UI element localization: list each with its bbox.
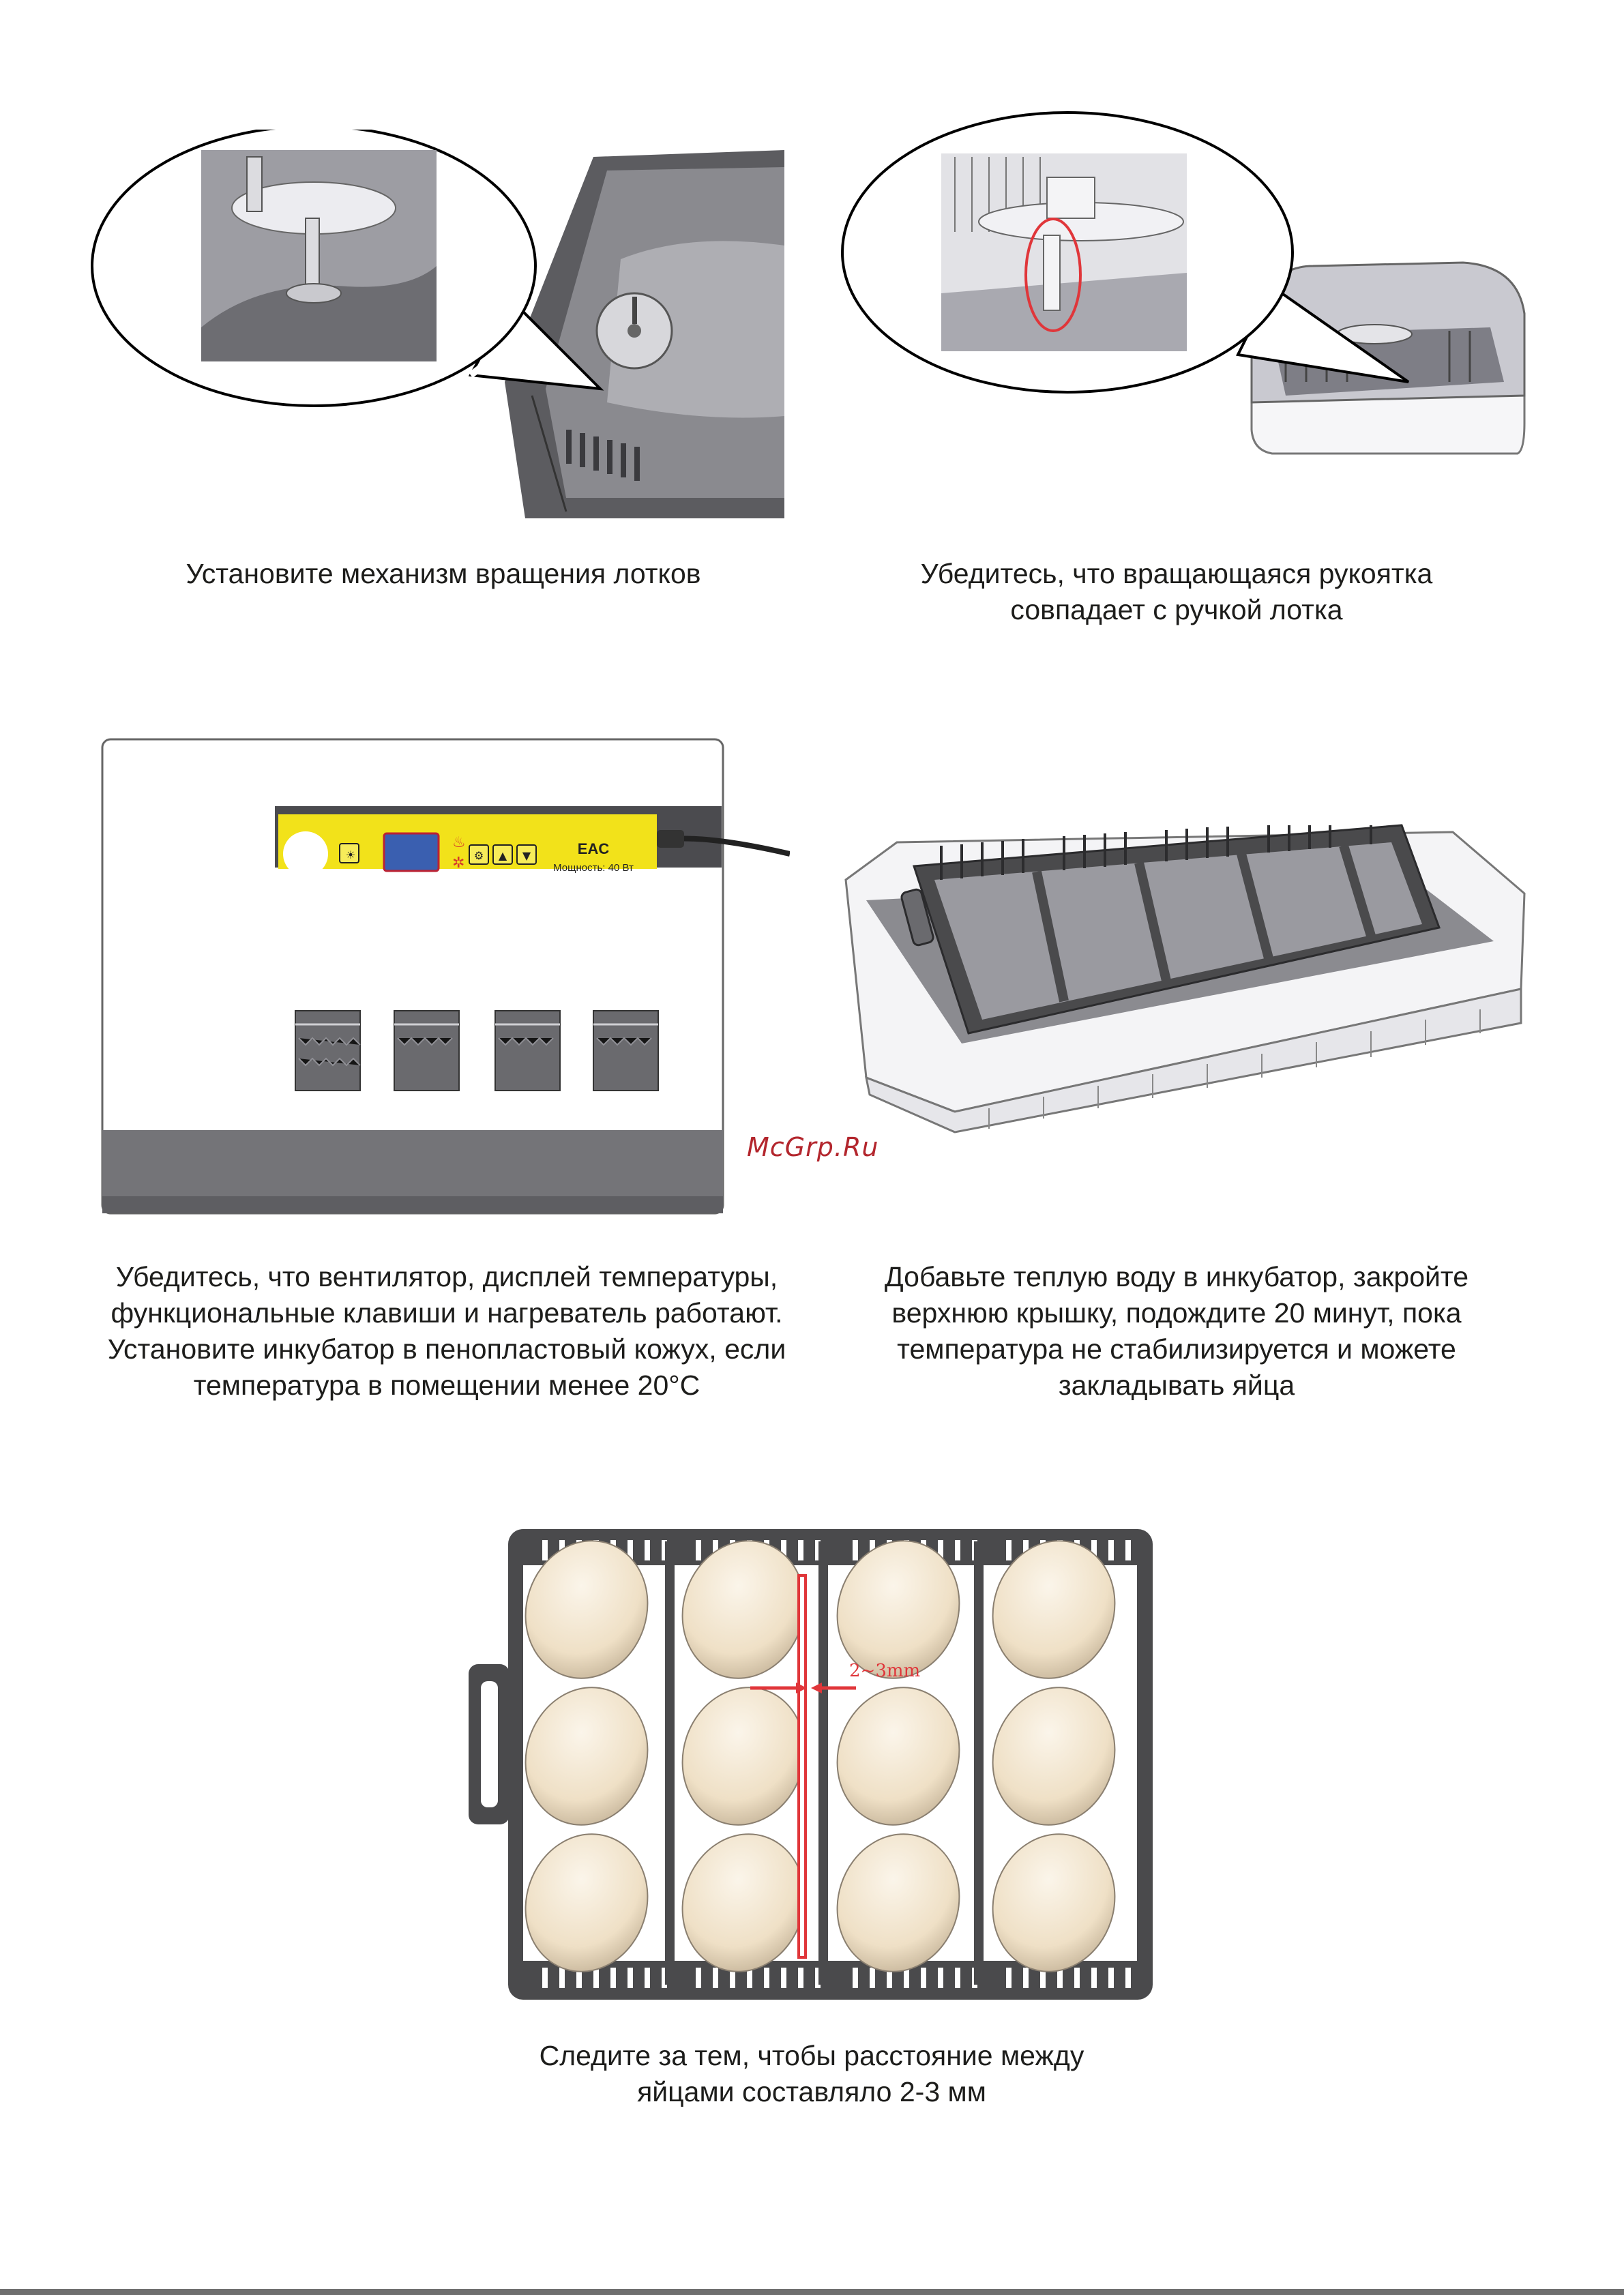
light-window (283, 831, 328, 876)
temperature-display (384, 833, 439, 871)
figure-tray-in-base (839, 818, 1535, 1139)
figure-rotation-mechanism (89, 130, 805, 525)
svg-text:♨: ♨ (452, 834, 466, 851)
caption-step1: Установите механизм вращения лотков (186, 558, 701, 589)
caption-step5: Следите за тем, чтобы расстояние между яйцами составляло 2-3 мм (539, 2040, 1084, 2107)
watermark: McGrp.Ru (747, 1132, 879, 1162)
figure-control-panel (101, 738, 725, 1215)
eac-mark: EAC (577, 840, 610, 857)
svg-text:✲: ✲ (452, 855, 465, 872)
svg-text:▼: ▼ (522, 849, 531, 862)
caption-step4: Добавьте теплую воду в инкубатор, закройте верхнюю крышку, подождите 20 минут, пока температура не стабилизируется и можете закладывать яйца (884, 1261, 1469, 1401)
zoom-callout (92, 130, 600, 406)
caption-step2: Убедитесь, что вращающаяся рукоятка совпадает с ручкой лотка (920, 558, 1433, 625)
svg-text:⚙: ⚙ (473, 849, 484, 862)
figure-handle-alignment (836, 109, 1531, 518)
svg-text:☀: ☀ (345, 848, 356, 861)
zoom-callout (842, 113, 1408, 392)
power-label: Мощность: 40 Вт (553, 862, 634, 874)
gap-label: 2~3mm (849, 1661, 921, 1681)
figure-egg-spacing (467, 1528, 1156, 2005)
svg-text:▲: ▲ (498, 849, 507, 862)
caption-step3: Убедитесь, что вентилятор, дисплей температуры, функциональные клавиши и нагреватель работают. Установите инкубатор в пенопластовый кожух, если температура в помещении менее 20°С (107, 1261, 786, 1401)
page-bottom-rule (0, 2289, 1624, 2295)
